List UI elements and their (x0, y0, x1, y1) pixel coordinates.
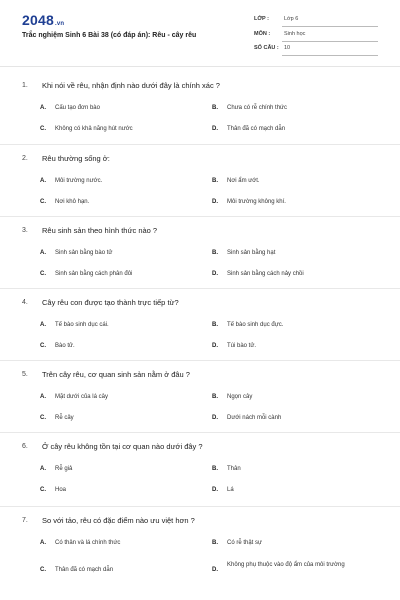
option-a-text[interactable]: Tế bào sinh dục cái. (55, 322, 109, 328)
question-number: 1. (22, 82, 28, 89)
count-label: SỐ CÂU : (254, 45, 279, 51)
option-b-letter[interactable]: B. (212, 394, 218, 400)
option-a-text[interactable]: Cấu tạo đơn bào (55, 105, 100, 111)
option-b-letter[interactable]: B. (212, 540, 218, 546)
question-text: Ở cây rêu không tồn tại cơ quan nào dưới đây ? (42, 442, 203, 451)
option-c-letter[interactable]: C. (40, 343, 46, 349)
option-c-text[interactable]: Hoa (55, 487, 67, 493)
meta-subject (254, 31, 378, 40)
question-divider (0, 360, 400, 361)
question-number: 3. (22, 227, 28, 234)
option-d-letter[interactable]: D. (212, 415, 218, 421)
option-c-text[interactable]: Thân đã có mạch dẫn (55, 567, 114, 573)
logo-suffix: .vn (54, 21, 65, 27)
option-a-letter[interactable]: A. (40, 540, 46, 546)
option-d-letter[interactable]: D. (212, 271, 218, 277)
logo-main: 2048 (22, 12, 54, 28)
option-d-text[interactable]: Thân đã có mạch dẫn (227, 126, 286, 132)
option-c-letter[interactable]: C. (40, 415, 46, 421)
option-b-letter[interactable]: B. (212, 178, 218, 184)
question-text: Trên cây rêu, cơ quan sinh sản nằm ở đâu ? (42, 370, 190, 379)
option-b-letter[interactable]: B. (212, 322, 218, 328)
option-b-text[interactable]: Thân (227, 466, 241, 472)
option-a-text[interactable]: Mặt dưới của lá cây (55, 394, 108, 400)
option-c-text[interactable]: Sinh sản bằng cách phân đôi (55, 271, 133, 277)
option-c-text[interactable]: Rễ cây (55, 415, 74, 421)
question-divider (0, 432, 400, 433)
option-d-text[interactable]: Sinh sản bằng cách nảy chồi (227, 271, 304, 277)
option-d-letter[interactable]: D. (212, 567, 218, 573)
question-number: 4. (22, 299, 28, 306)
option-a-letter[interactable]: A. (40, 105, 46, 111)
question-text: Rêu sinh sản theo hình thức nào ? (42, 226, 158, 235)
class-underline (282, 26, 378, 27)
question-number: 5. (22, 371, 28, 378)
header-divider (0, 66, 400, 67)
option-c-text[interactable]: Không có khả năng hút nước (55, 126, 133, 132)
option-a-letter[interactable]: A. (40, 178, 46, 184)
option-c-letter[interactable]: C. (40, 567, 46, 573)
option-a-text[interactable]: Có thân và lá chính thức (55, 540, 121, 546)
question-divider (0, 144, 400, 145)
option-b-letter[interactable]: B. (212, 466, 218, 472)
question-number: 6. (22, 443, 28, 450)
option-a-text[interactable]: Môi trường nước. (55, 178, 103, 184)
subject-underline (282, 41, 378, 42)
site-logo[interactable] (22, 12, 64, 28)
option-d-text[interactable]: Lá (227, 487, 234, 493)
question-number: 7. (22, 517, 28, 524)
option-d-letter[interactable]: D. (212, 199, 218, 205)
option-c-text[interactable]: Nơi khô hạn. (55, 199, 90, 205)
option-c-letter[interactable]: C. (40, 126, 46, 132)
option-b-text[interactable]: Nơi ẩm ướt. (227, 178, 260, 184)
option-b-text[interactable]: Ngọn cây (227, 394, 253, 400)
option-a-letter[interactable]: A. (40, 250, 46, 256)
option-c-letter[interactable]: C. (40, 487, 46, 493)
page-title: Trắc nghiệm Sinh 6 Bài 38 (có đáp án): Rêu - cây rêu (22, 32, 197, 39)
question-text: Rêu thường sống ở: (42, 154, 110, 163)
count-value: 10 (284, 45, 291, 51)
question-divider (0, 506, 400, 507)
option-c-letter[interactable]: C. (40, 199, 46, 205)
option-a-letter[interactable]: A. (40, 394, 46, 400)
option-b-text[interactable]: Có rễ thật sự (227, 540, 263, 546)
question-text: Khi nói về rêu, nhận định nào dưới đây là chính xác ? (42, 81, 220, 90)
option-d-text[interactable]: Dưới nách mỗi cành (227, 415, 282, 421)
option-b-letter[interactable]: B. (212, 250, 218, 256)
question-number: 2. (22, 155, 28, 162)
option-d-letter[interactable]: D. (212, 126, 218, 132)
option-a-text[interactable]: Sinh sản bằng bào tử (55, 250, 113, 256)
question-text: Cây rêu con được tạo thành trực tiếp từ? (42, 298, 179, 307)
option-c-letter[interactable]: C. (40, 271, 46, 277)
option-d-text[interactable]: Môi trường không khí. (227, 199, 286, 205)
subject-value: Sinh học (284, 31, 306, 37)
question-divider (0, 288, 400, 289)
option-a-text[interactable]: Rễ giả (55, 466, 73, 472)
option-a-letter[interactable]: A. (40, 466, 46, 472)
option-d-text[interactable]: Không phụ thuộc vào độ ẩm của môi trường (227, 562, 345, 568)
meta-count (254, 45, 378, 54)
option-d-letter[interactable]: D. (212, 343, 218, 349)
class-value: Lớp 6 (284, 16, 299, 22)
subject-label: MÔN : (254, 31, 271, 37)
option-d-letter[interactable]: D. (212, 487, 218, 493)
class-label: LỚP : (254, 16, 269, 22)
option-a-letter[interactable]: A. (40, 322, 46, 328)
count-underline (282, 55, 378, 56)
page-header (0, 0, 400, 70)
option-d-text[interactable]: Túi bào tử. (227, 343, 257, 349)
option-b-text[interactable]: Chưa có rễ chính thức (227, 105, 288, 111)
meta-class (254, 16, 378, 25)
option-b-text[interactable]: Tế bào sinh dục đực. (227, 322, 284, 328)
option-b-text[interactable]: Sinh sản bằng hạt (227, 250, 276, 256)
option-b-letter[interactable]: B. (212, 105, 218, 111)
option-c-text[interactable]: Bào tử. (55, 343, 75, 349)
question-text: So với tảo, rêu có đặc điểm nào ưu việt hơn ? (42, 516, 195, 525)
question-divider (0, 216, 400, 217)
